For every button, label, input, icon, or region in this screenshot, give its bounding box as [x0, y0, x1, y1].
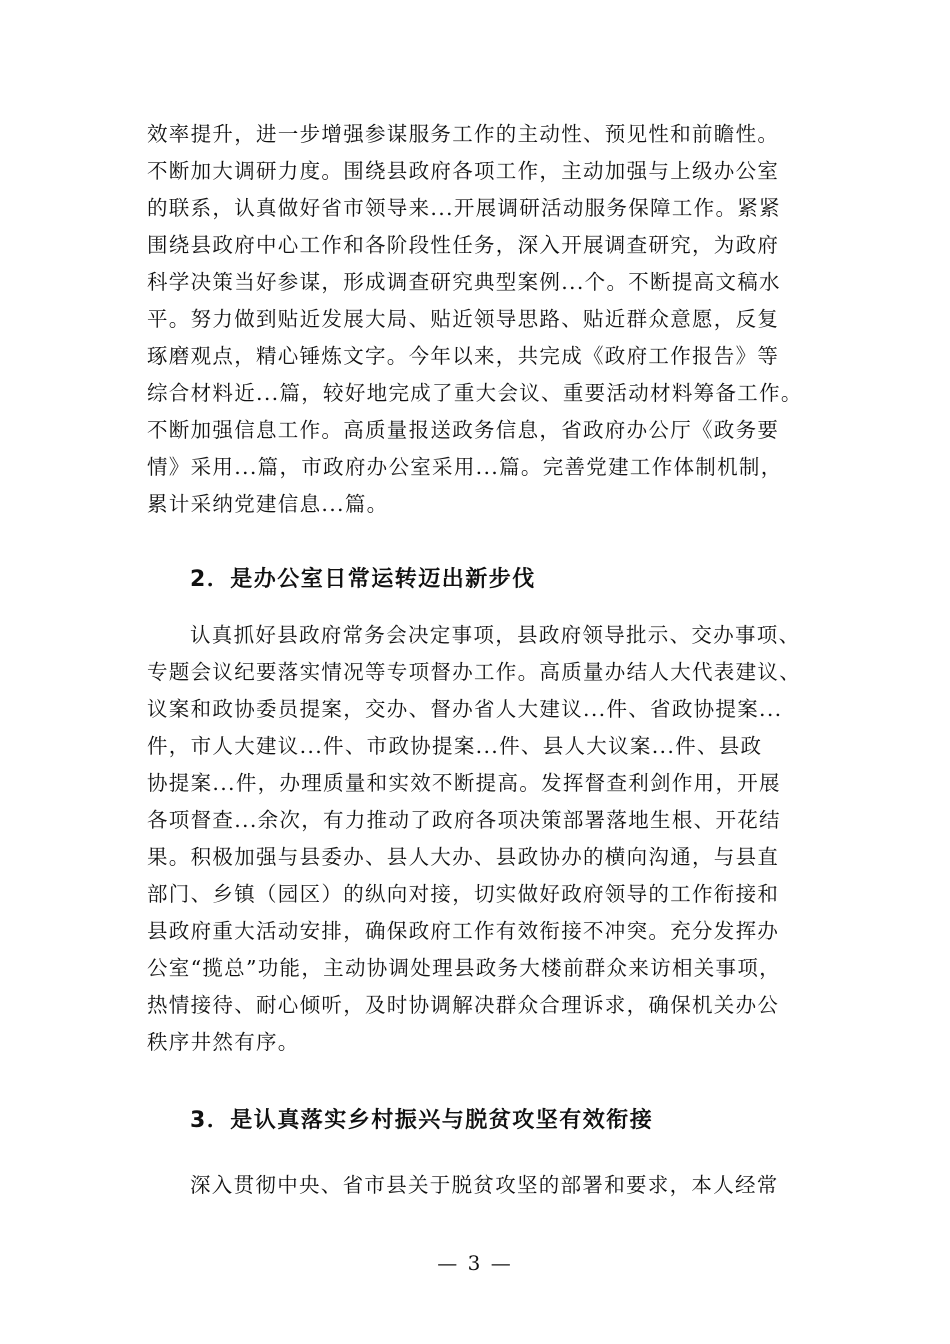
page-number: — 3 — [437, 1251, 513, 1275]
text-line: 情》采用...篇，市政府办公室采用...篇。完善党建工作体制机制， [147, 455, 783, 479]
text-line: 不断加大调研力度。围绕县政府各项工作，主动加强与上级办公室 [147, 159, 780, 183]
text-line: 县政府重大活动安排，确保政府工作有效衔接不冲突。充分发挥办 [147, 919, 780, 943]
text-line: 效率提升，进一步增强参谋服务工作的主动性、预见性和前瞻性。 [147, 122, 780, 146]
text-line: 认真抓好县政府常务会决定事项，县政府领导批示、交办事项、 [190, 623, 801, 647]
text-line: 公室“揽总”功能，主动协调处理县政务大楼前群众来访相关事项， [147, 956, 781, 980]
text-line: 琢磨观点，精心锤炼文字。今年以来，共完成《政府工作报告》等 [147, 344, 780, 368]
text-line: 议案和政协委员提案，交办、督办省人大建议...件、省政协提案... [147, 697, 783, 721]
text-line: 热情接待、耐心倾听，及时协调解决群众合理诉求，确保机关办公 [147, 993, 780, 1017]
text-line: 围绕县政府中心工作和各阶段性任务，深入开展调查研究，为政府 [147, 233, 780, 257]
text-line: 各项督查...余次，有力推动了政府各项决策部署落地生根、开花结 [147, 808, 781, 832]
text-line: 部门、乡镇（园区）的纵向对接，切实做好政府领导的工作衔接和 [147, 882, 780, 906]
section-heading-2: 2．是办公室日常运转迈出新步伐 [190, 567, 536, 592]
text-line: 不断加强信息工作。高质量报送政务信息，省政府办公厅《政务要 [147, 418, 780, 442]
text-line: 累计采纳党建信息...篇。 [147, 492, 389, 516]
text-line: 的联系，认真做好省市领导来...开展调研活动服务保障工作。紧紧 [147, 196, 781, 220]
text-line: 深入贯彻中央、省市县关于脱贫攻坚的部署和要求，本人经常 [190, 1173, 779, 1197]
text-line: 件，市人大建议...件、市政协提案...件、县人大议案...件、县政 [147, 734, 763, 758]
text-line: 综合材料近...篇，较好地完成了重大会议、重要活动材料筹备工作。 [147, 381, 803, 405]
text-line: 秩序井然有序。 [147, 1030, 300, 1054]
text-line: 协提案...件，办理质量和实效不断提高。发挥督查利剑作用，开展 [147, 771, 781, 795]
text-line: 果。积极加强与县委办、县人大办、县政协办的横向沟通，与县直 [147, 845, 780, 869]
text-line: 科学决策当好参谋，形成调查研究典型案例...个。不断提高文稿水 [147, 270, 781, 294]
section-heading-3: 3．是认真落实乡村振兴与脱贫攻坚有效衔接 [190, 1108, 654, 1133]
text-line: 专题会议纪要落实情况等专项督办工作。高质量办结人大代表建议、 [147, 660, 801, 684]
text-line: 平。努力做到贴近发展大局、贴近领导思路、贴近群众意愿，反复 [147, 307, 780, 331]
